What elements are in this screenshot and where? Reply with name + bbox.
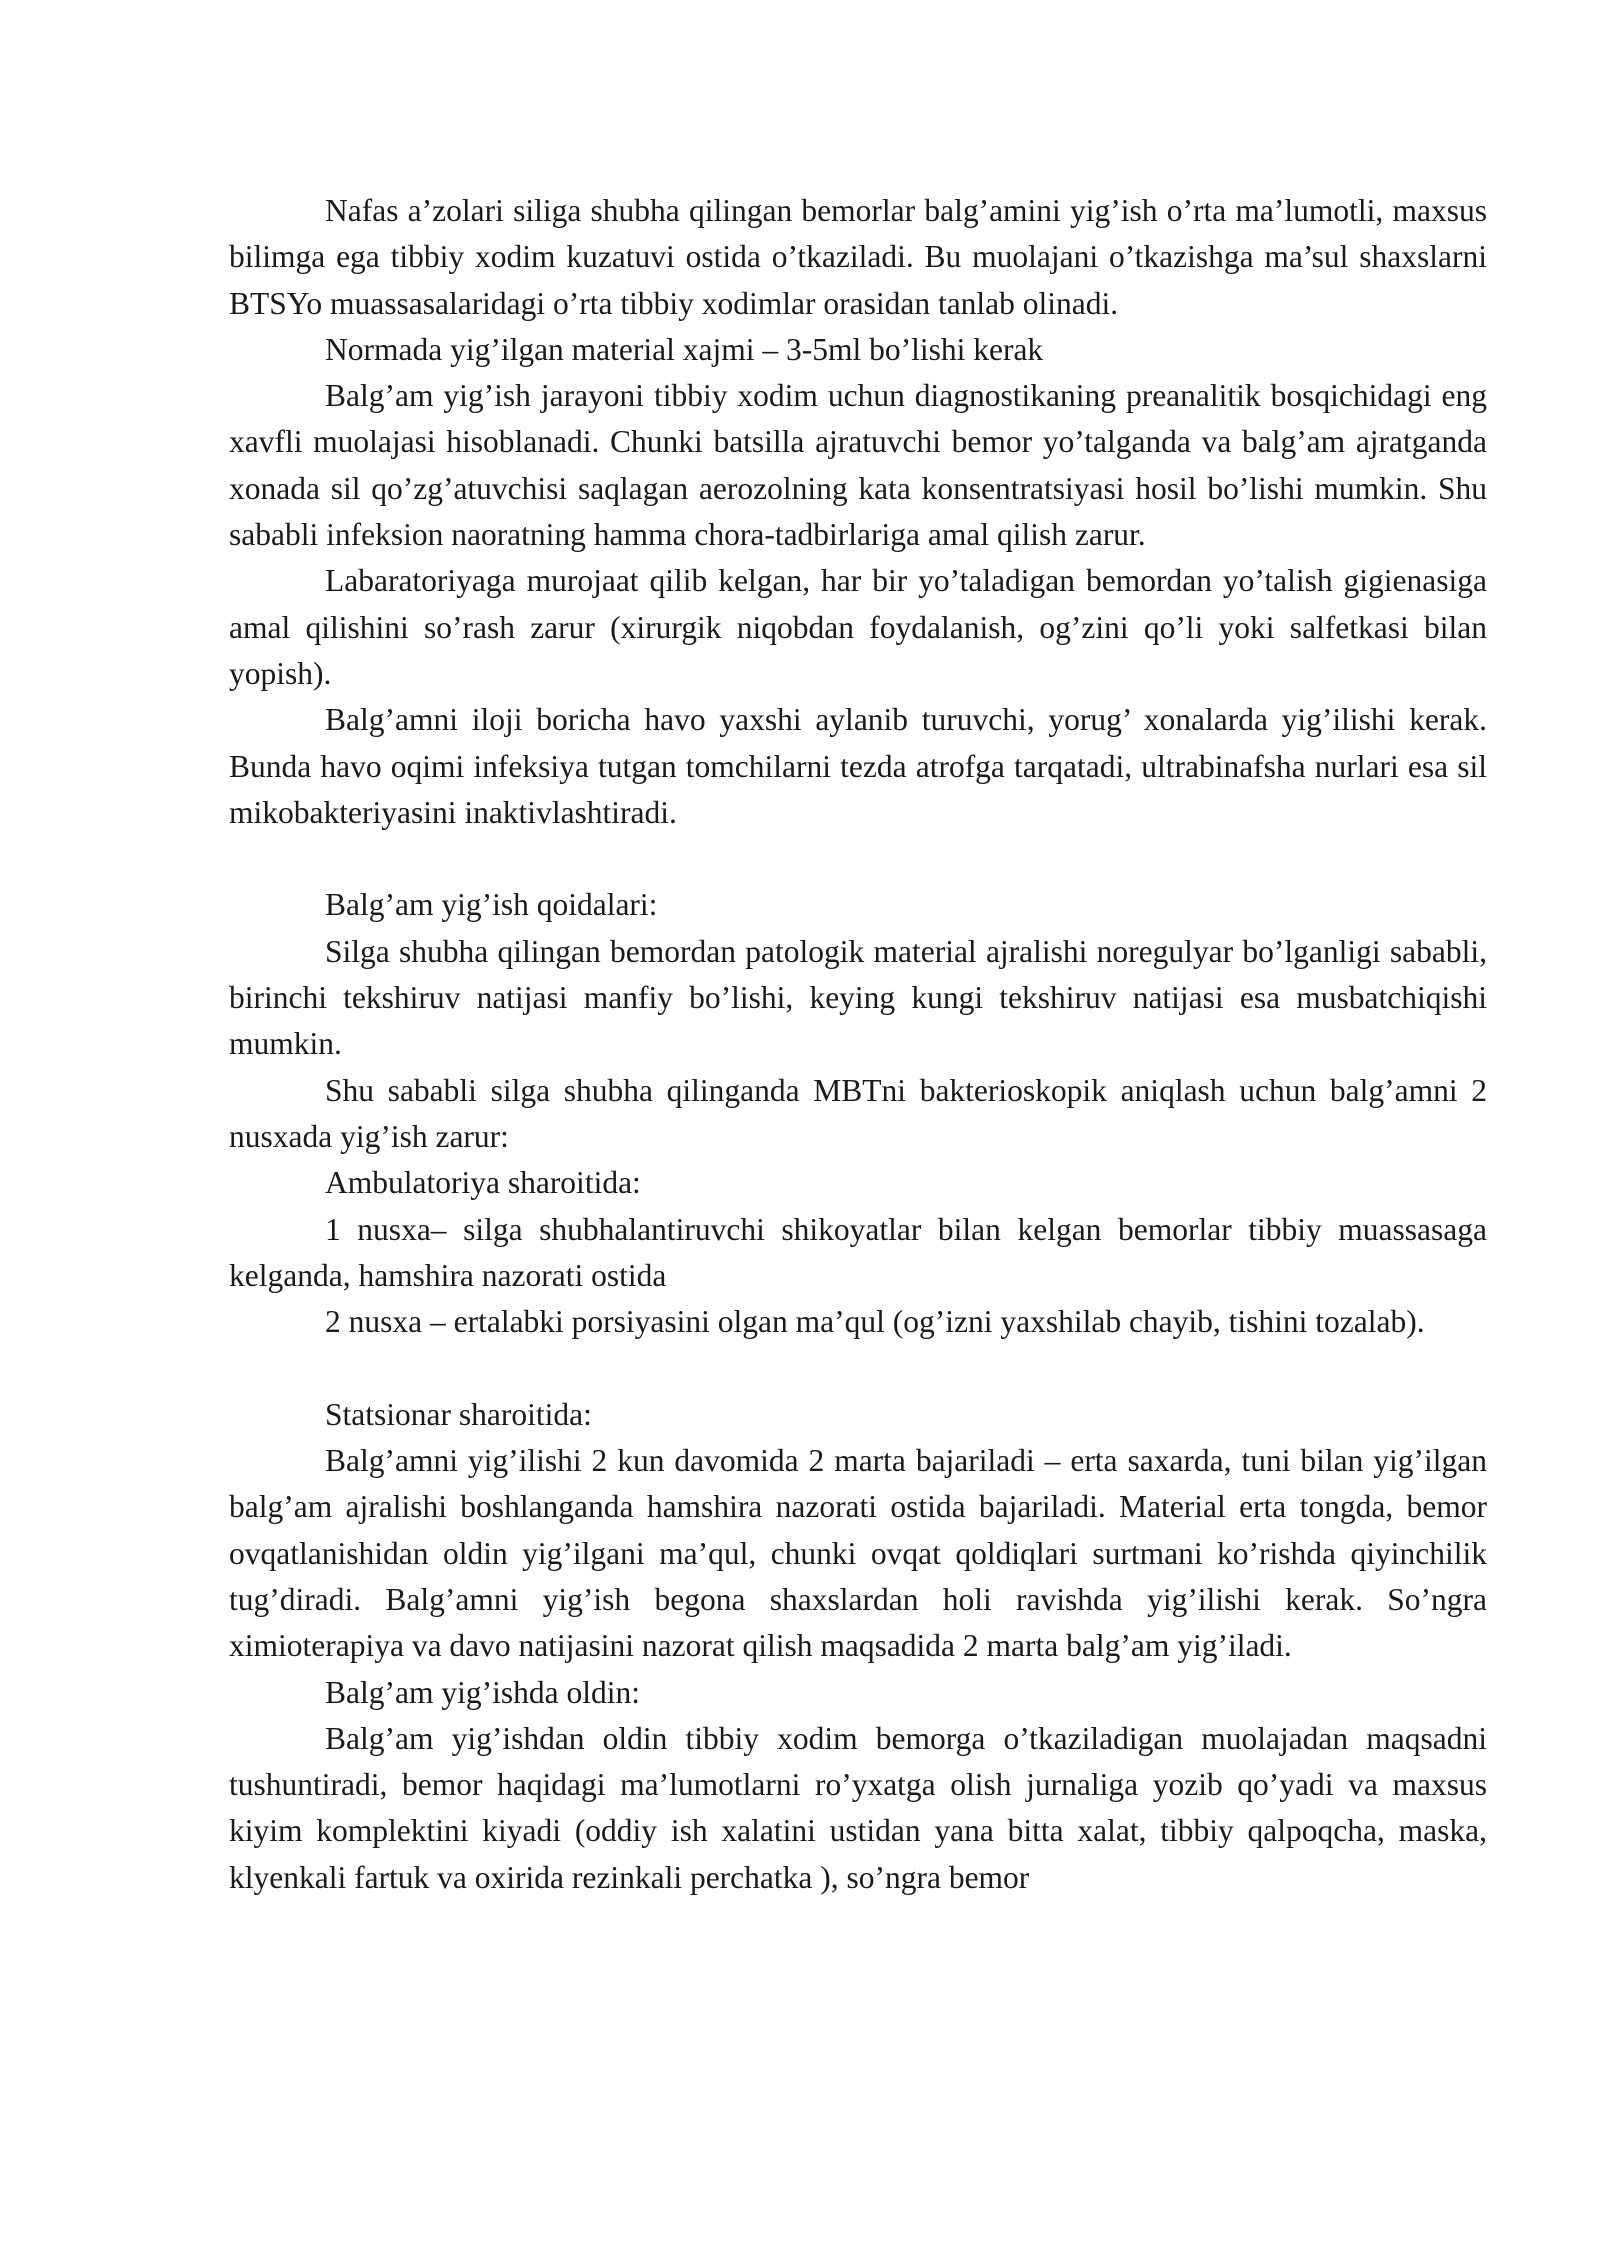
section-heading-inpatient: Statsionar sharoitida: xyxy=(325,1396,592,1432)
paragraph-sample-one: 1 nusxa– silga shubhalantiruvchi shikoyatlar bilan kelgan bemorlar tibbiy muassasaga kelganda, hamshira nazorati ostida xyxy=(229,1211,1487,1293)
section-heading-outpatient: Ambulatoriya sharoitida: xyxy=(325,1165,641,1201)
blank-line xyxy=(229,1345,1487,1391)
section-heading-rules: Balg’am yig’ish qoidalari: xyxy=(325,887,658,923)
paragraph-hazard-note: Balg’am yig’ish jarayoni tibbiy xodim uchun diagnostikaning preanalitik bosqichidagi eng xavfli muolajasi hisoblanadi. Chunki batsilla ajratuvchi bemor yo’talganda va balg’am ajratganda xonada sil qo’zg’atuvchisi saqlagan aerozolning kata konsentratsiyasi hosil bo’lishi mumkin. Shu sababli infeksion naoratning hamma chora-tadbirlariga amal qilish zarur. xyxy=(229,378,1487,553)
paragraph-inpatient-collection: Balg’amni yig’ilishi 2 kun davomida 2 marta bajariladi – erta saxarda, tuni bilan yig’ilgan balg’am ajralishi boshlanganda hamshira nazorati ostida bajariladi. Material erta tongda, bemor ovqatlanishidan oldin yig’ilgani ma’qul, chunki ovqat qoldiqlari surtmani ko’rishda qiyinchilik tug’diradi. Balg’amni yig’ish begona shaxslardan holi ravishda yig’ilishi kerak. So’ngra ximioterapiya va davo natijasini nazorat qilish maqsadida 2 marta balg’am yig’iladi. xyxy=(229,1443,1487,1664)
paragraph-sputum-collection-intro: Nafas a’zolari siliga shubha qilingan bemorlar balg’amini yig’ish o’rta ma’lumotli, maxsus bilimga ega tibbiy xodim kuzatuvi ostida o’tkaziladi. Bu muolajani o’tkazishga ma’sul shaxslarni BTSYo muassasalaridagi o’rta tibbiy xodimlar orasidan tanlab olinadi. xyxy=(229,193,1487,321)
paragraph-two-samples: Shu sababli silga shubha qilinganda MBTni bakterioskopik aniqlash uchun balg’amni 2 nusxada yig’ish zarur: xyxy=(229,1072,1487,1154)
document-body xyxy=(229,188,1487,1901)
paragraph-cough-hygiene: Labaratoriyaga murojaat qilib kelgan, har bir yo’taladigan bemordan yo’talish gigienasiga amal qilishini so’rash zarur (xirurgik niqobdan foydalanish, og’zini qo’li yoki salfetkasi bilan yopish). xyxy=(229,563,1487,691)
paragraph-ventilation: Balg’amni iloji boricha havo yaxshi aylanib turuvchi, yorug’ xonalarda yig’ilishi kerak. Bunda havo oqimi infeksiya tutgan tomchilarni tezda atrofga tarqatadi, ultrabinafsha nurlari esa sil mikobakteriyasini inaktivlashtiradi. xyxy=(229,702,1487,830)
paragraph-irregular-discharge: Silga shubha qilingan bemordan patologik material ajralishi noregulyar bo’lganligi sababli, birinchi tekshiruv natijasi manfiy bo’lishi, keying kungi tekshiruv natijasi esa musbatchiqishi mumkin. xyxy=(229,933,1487,1062)
paragraph-material-volume: Normada yig’ilgan material xajmi – 3-5ml bo’lishi kerak xyxy=(325,331,1044,367)
blank-line xyxy=(229,836,1487,882)
paragraph-preparation: Balg’am yig’ishdan oldin tibbiy xodim bemorga o’tkaziladigan muolajadan maqsadni tushuntiradi, bemor haqidagi ma’lumotlarni ro’yxatga olish jurnaliga yozib qo’yadi va maxsus kiyim komplektini kiyadi (oddiy ish xalatini ustidan yana bitta xalat, tibbiy qalpoqcha, maska, klyenkali fartuk va oxirida rezinkali perchatka ), so’ngra bemor xyxy=(229,1720,1487,1895)
section-heading-before-collection: Balg’am yig’ishda oldin: xyxy=(325,1674,640,1710)
paragraph-sample-two: 2 nusxa – ertalabki porsiyasini olgan ma’qul (og’izni yaxshilab chayib, tishini tozalab). xyxy=(325,1304,1425,1340)
